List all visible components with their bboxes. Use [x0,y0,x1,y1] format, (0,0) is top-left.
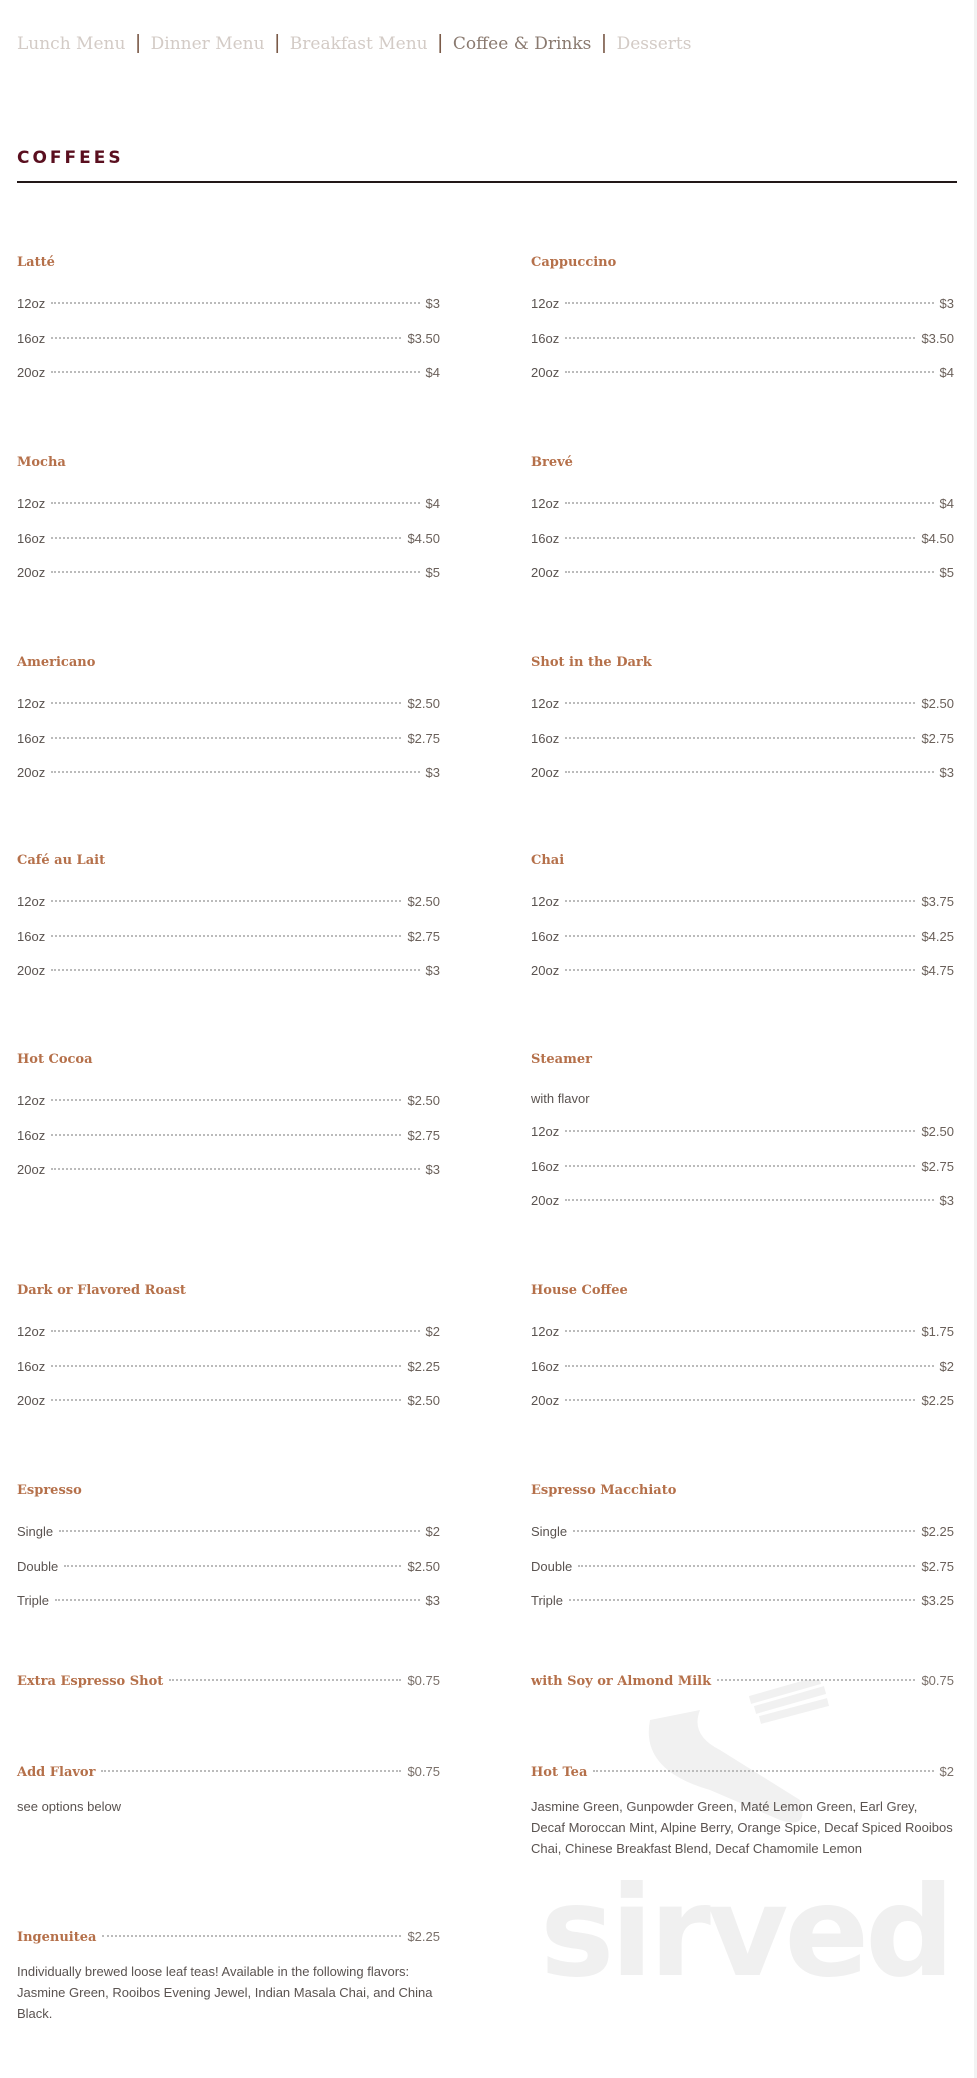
dot-leader [55,1599,420,1601]
dot-leader [565,1199,933,1201]
dot-leader [64,1565,401,1567]
size-price: $3 [425,963,440,978]
item-price: $0.75 [407,1673,440,1688]
size-label: 16oz [17,1358,46,1374]
item-name: Dark or Flavored Roast [17,1283,186,1298]
item-note: with flavor [531,1091,590,1106]
menu-item-hot-cocoa [17,1050,440,1195]
size-price: $3 [939,296,954,311]
size-price-row [17,1091,440,1126]
size-price: $2.25 [407,1358,440,1374]
item-name: Americano [17,655,96,670]
item-title-row [17,1927,440,1947]
nav-separator: | [601,32,607,54]
size-price-row [531,494,954,529]
size-label: Double [17,1558,59,1574]
size-price-row [531,1522,954,1557]
dot-leader [51,969,419,971]
menu-item-caf-au-lait [17,851,440,996]
size-price-row [531,294,954,329]
item-name: Café au Lait [17,853,106,868]
dot-leader [565,969,915,971]
item-name: Cappuccino [531,255,617,270]
dot-leader [51,900,401,902]
size-price-row [17,1522,440,1557]
size-label: 12oz [17,496,46,511]
item-name: Extra Espresso Shot [17,1674,164,1689]
dot-leader [51,1134,401,1136]
dot-leader [565,771,933,773]
size-price: $2.75 [407,928,440,944]
dot-leader [593,1770,933,1772]
menu-item-americano [17,653,440,798]
size-label: 12oz [531,696,560,711]
size-price-row [17,1557,440,1592]
size-price-row [17,1591,440,1626]
size-label: 20oz [17,1162,46,1177]
dot-leader [51,1330,419,1332]
size-price: $2.50 [921,1124,954,1139]
dot-leader [565,900,915,902]
size-price-row [17,1391,440,1426]
size-price: $2.75 [921,1158,954,1174]
size-price-row [531,892,954,927]
dot-leader [102,1935,401,1937]
dot-leader [51,502,419,504]
size-price: $4 [939,365,954,380]
menu-item-latt- [17,253,440,398]
item-price: $2 [939,1764,954,1779]
size-label: 12oz [531,1124,560,1139]
menu-item-steamer [531,1050,954,1226]
size-price: $5 [425,565,440,580]
size-price-row [531,1591,954,1626]
dot-leader [169,1679,401,1681]
size-price: $2 [939,1358,954,1374]
item-name: Espresso Macchiato [531,1483,677,1498]
size-label: Triple [531,1593,564,1608]
item-name: House Coffee [531,1283,628,1298]
heading-divider [17,181,957,183]
size-price: $2.50 [407,1093,440,1108]
dot-leader [51,702,401,704]
size-price: $2 [425,1524,440,1539]
size-price: $4 [425,496,440,511]
menu-item-ingenuitea [17,1927,440,2024]
size-price: $3 [939,1193,954,1208]
size-price-row [531,363,954,398]
size-label: 12oz [531,894,560,909]
size-price: $3.50 [921,330,954,346]
dot-leader [565,502,933,504]
dot-leader [51,371,419,373]
size-price-row [17,563,440,598]
size-price-row [531,1391,954,1426]
size-label: 20oz [17,963,46,978]
nav-link-dinner-menu[interactable]: Dinner Menu [150,33,265,54]
nav-separator: | [135,32,141,54]
nav-link-lunch-menu[interactable]: Lunch Menu [17,33,126,54]
dot-leader [51,537,401,539]
item-description: Jasmine Green, Gunpowder Green, Maté Lemon Green, Earl Grey, Decaf Moroccan Mint, Alpine Berry, Orange Spice, Decaf Spiced Rooibos Chai, Chinese Breakfast Blend, Decaf Chamomile Lemon [531,1799,953,1856]
nav-link-coffee-drinks[interactable]: Coffee & Drinks [452,33,592,54]
size-price-row [17,927,440,962]
sirved-watermark: sirved [540,1860,951,2005]
size-price-row [17,892,440,927]
menu-item-brev- [531,453,954,598]
dot-leader [101,1770,401,1772]
nav-link-breakfast-menu[interactable]: Breakfast Menu [289,33,428,54]
size-label: 12oz [17,696,46,711]
size-price-row [17,729,440,764]
item-price: $2.25 [407,1929,440,1944]
item-price: $0.75 [407,1764,440,1779]
dot-leader [565,935,915,937]
size-price-row [531,961,954,996]
size-price: $3 [425,765,440,780]
item-description: Individually brewed loose leaf teas! Available in the following flavors: Jasmine Green, Rooibos Evening Jewel, Indian Masala Chai, and China Black. [17,1964,433,2021]
size-price: $2 [425,1324,440,1339]
size-price: $3 [425,1162,440,1177]
size-price-row [531,1157,954,1192]
size-price-row [531,1557,954,1592]
size-price-row [531,1357,954,1392]
size-price: $2.50 [407,1393,440,1408]
size-label: 12oz [531,1324,560,1339]
size-label: 20oz [17,365,46,380]
dot-leader [51,771,419,773]
item-name: Ingenuitea [17,1930,97,1945]
dot-leader [51,1365,401,1367]
size-label: 12oz [17,296,46,311]
dot-leader [565,1130,915,1132]
nav-separator: | [274,32,280,54]
dot-leader [59,1530,419,1532]
size-price: $4.50 [407,530,440,546]
size-price-row [17,694,440,729]
item-title-row [531,1671,954,1691]
size-label: 16oz [17,928,46,944]
item-name: Shot in the Dark [531,655,652,670]
size-price-row [17,1126,440,1161]
menu-item-extra-espresso-shot [17,1671,440,1691]
size-price: $2.25 [921,1393,954,1408]
dot-leader [565,371,933,373]
item-name: Hot Cocoa [17,1052,93,1067]
item-name: Espresso [17,1483,82,1498]
dot-leader [565,702,915,704]
size-label: 16oz [17,530,46,546]
menu-item-dark-or-flavored-roast [17,1281,440,1426]
size-price-row [531,563,954,598]
menu-item-chai [531,851,954,996]
size-price: $2.75 [407,1127,440,1143]
size-price: $1.75 [921,1324,954,1339]
size-label: 20oz [531,963,560,978]
size-label: 12oz [531,496,560,511]
dot-leader [565,1165,915,1167]
dot-leader [569,1599,915,1601]
size-label: 16oz [17,330,46,346]
item-name: Hot Tea [531,1765,588,1780]
size-price: $3 [425,1593,440,1608]
item-name: Steamer [531,1052,592,1067]
size-price-row [17,1357,440,1392]
size-price-row [531,1191,954,1226]
dot-leader [51,737,401,739]
size-label: Single [17,1524,54,1539]
size-label: 20oz [531,1193,560,1208]
size-price-row [17,529,440,564]
size-label: 20oz [17,1393,46,1408]
dot-leader [565,337,915,339]
item-title-row [531,1762,954,1782]
size-label: 20oz [531,765,560,780]
menu-item-hot-tea [531,1762,954,1859]
size-price-row [17,1160,440,1195]
size-price: $4 [939,496,954,511]
dot-leader [578,1565,915,1567]
size-label: Triple [17,1593,50,1608]
size-price: $2.75 [921,1558,954,1574]
item-title-row [17,1671,440,1691]
menu-item-espresso [17,1481,440,1626]
dot-leader [51,302,419,304]
size-price-row [17,763,440,798]
size-price: $2.50 [921,696,954,711]
size-price: $2.25 [921,1524,954,1539]
size-price-row [17,494,440,529]
size-price: $3.75 [921,894,954,909]
menu-item-add-flavor [17,1762,440,1817]
dot-leader [51,571,419,573]
size-price-row [17,961,440,996]
size-price-row [531,1122,954,1157]
size-label: 20oz [531,365,560,380]
size-price: $5 [939,565,954,580]
menu-nav [17,32,692,55]
dot-leader [565,1399,915,1401]
size-price: $4.75 [921,963,954,978]
dot-leader [565,1330,915,1332]
item-name: Brevé [531,455,573,470]
nav-separator: | [437,32,443,54]
menu-item-with-soy-or-almond-milk [531,1671,954,1691]
size-label: 16oz [17,1127,46,1143]
dot-leader [51,935,401,937]
section-heading: COFFEES [17,148,124,168]
item-name: Mocha [17,455,66,470]
menu-item-shot-in-the-dark [531,653,954,798]
dot-leader [565,737,915,739]
size-label: 12oz [17,894,46,909]
size-price: $2.50 [407,696,440,711]
size-price-row [531,763,954,798]
item-price: $0.75 [921,1673,954,1688]
dot-leader [565,571,933,573]
size-label: 20oz [17,565,46,580]
size-price-row [531,1322,954,1357]
size-price-row [17,1322,440,1357]
size-price: $2.50 [407,894,440,909]
size-label: 16oz [531,928,560,944]
item-title-row [17,1762,440,1782]
size-price-row [531,329,954,364]
size-price-row [17,363,440,398]
size-label: 20oz [531,565,560,580]
item-name: Chai [531,853,565,868]
size-label: 16oz [531,1358,560,1374]
size-price: $3.25 [921,1593,954,1608]
dot-leader [51,1168,419,1170]
menu-item-mocha [17,453,440,598]
size-price: $4.25 [921,928,954,944]
item-name: Add Flavor [17,1765,96,1780]
size-price-row [17,329,440,364]
nav-link-desserts[interactable]: Desserts [616,33,692,54]
dot-leader [565,1365,933,1367]
size-label: Double [531,1558,573,1574]
size-price: $4.50 [921,530,954,546]
size-price: $4 [425,365,440,380]
item-name: with Soy or Almond Milk [531,1674,712,1689]
size-price: $2.50 [407,1558,440,1574]
dot-leader [51,1099,401,1101]
size-label: 20oz [531,1393,560,1408]
size-price-row [17,294,440,329]
item-name: Latté [17,255,55,270]
size-price: $2.75 [407,730,440,746]
dot-leader [565,302,933,304]
size-price-row [531,694,954,729]
size-label: 20oz [17,765,46,780]
item-description: see options below [17,1799,122,1814]
size-label: 16oz [17,730,46,746]
dot-leader [573,1530,915,1532]
menu-item-house-coffee [531,1281,954,1426]
size-label: 12oz [531,296,560,311]
size-label: 12oz [17,1324,46,1339]
menu-item-cappuccino [531,253,954,398]
size-price-row [531,729,954,764]
dot-leader [51,337,401,339]
menu-item-espresso-macchiato [531,1481,954,1626]
size-price: $3 [425,296,440,311]
size-label: 16oz [531,530,560,546]
size-price: $3 [939,765,954,780]
size-label: 12oz [17,1093,46,1108]
size-price: $3.50 [407,330,440,346]
size-label: 16oz [531,1158,560,1174]
size-label: Single [531,1524,568,1539]
dot-leader [565,537,915,539]
size-label: 16oz [531,330,560,346]
size-price: $2.75 [921,730,954,746]
size-label: 16oz [531,730,560,746]
dot-leader [717,1679,915,1681]
size-price-row [531,927,954,962]
size-price-row [531,529,954,564]
dot-leader [51,1399,401,1401]
